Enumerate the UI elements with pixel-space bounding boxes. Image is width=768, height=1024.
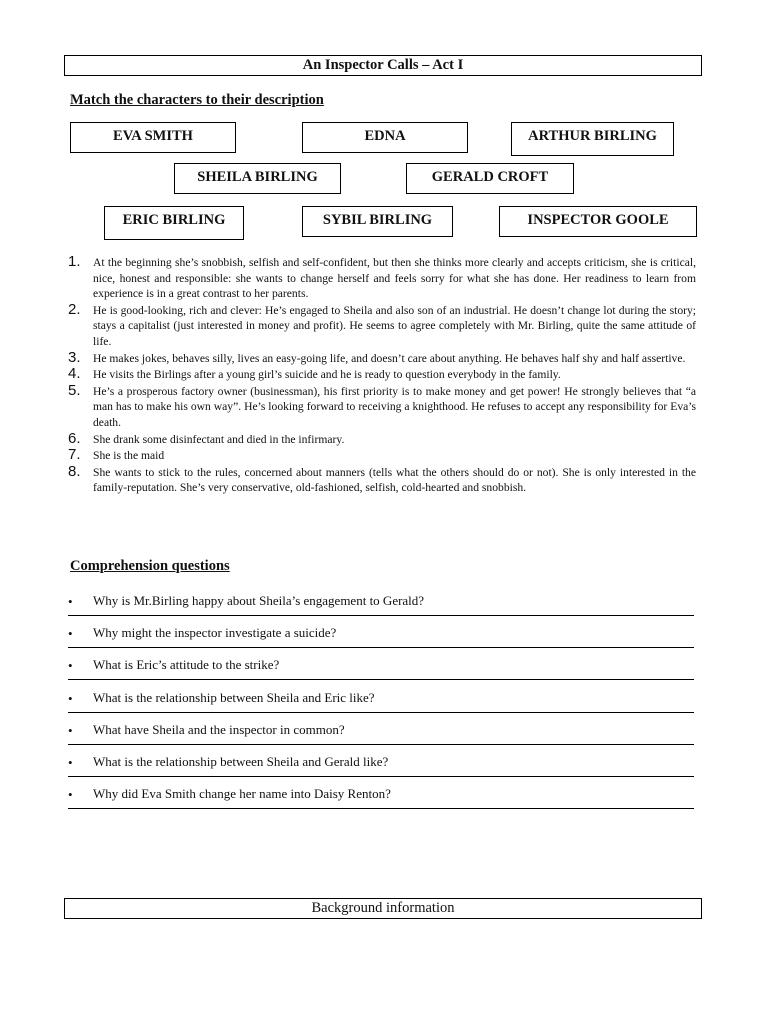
- question-text: Why is Mr.Birling happy about Sheila’s engagement to Gerald?: [93, 593, 425, 608]
- description-item: [68, 367, 696, 383]
- description-item: [68, 255, 696, 302]
- question-item: [68, 655, 694, 687]
- description-text: He visits the Birlings after a young girl’s suicide and he is ready to question everybody in the family.: [93, 368, 561, 382]
- bullet: •: [68, 755, 73, 770]
- description-text: At the beginning she’s snobbish, selfish and self-confident, but then she thinks more clearly and accepts criticism, she is critical, nice, honest and responsible: she wants to change herself and feels sorry for what she has done. Her readiness to learn from experience is in a great contrast to her parents.: [93, 256, 696, 301]
- item-number: 3.: [68, 348, 81, 366]
- item-number: 7.: [68, 446, 81, 464]
- question-text: What is the relationship between Sheila and Gerald like?: [93, 754, 389, 769]
- character-box-arthur-birling: ARTHUR BIRLING: [511, 122, 674, 156]
- description-item: [68, 300, 696, 350]
- question-item: [68, 591, 694, 623]
- description-text: He is good-looking, rich and clever: He’s engaged to Sheila and also son of an industrial. He doesn’t change lot during the story; stays a capitalist (just interested in money and profit). He seems to agree completely with Mr. Birling, quite the same attitude of life.: [93, 303, 696, 348]
- bullet: •: [68, 594, 73, 609]
- question-item: [68, 623, 694, 655]
- description-list: [68, 255, 696, 497]
- question-text: What have Sheila and the inspector in common?: [93, 722, 345, 737]
- comprehension-heading: Comprehension questions: [70, 558, 230, 574]
- question-text: What is Eric’s attitude to the strike?: [93, 657, 280, 672]
- question-item: [68, 720, 694, 752]
- item-number: 2.: [68, 300, 81, 318]
- character-box-edna: EDNA: [302, 122, 468, 153]
- answer-line[interactable]: [68, 744, 694, 745]
- description-text: He makes jokes, behaves silly, lives an easy-going life, and doesn’t care about anything. He behaves half shy and half assertive.: [93, 351, 686, 365]
- answer-line[interactable]: [68, 776, 694, 777]
- question-item: [68, 784, 694, 816]
- bullet: •: [68, 691, 73, 706]
- bullet: •: [68, 658, 73, 673]
- question-text: What is the relationship between Sheila and Eric like?: [93, 690, 375, 705]
- character-box-gerald-croft: GERALD CROFT: [406, 163, 574, 194]
- description-text: She wants to stick to the rules, concerned about manners (tells what the others should do or not). She is only interested in the family-reputation. She’s very conservative, old-fashioned, selfish, cold-hearted and snobbish.: [93, 465, 696, 495]
- description-item: [68, 462, 696, 496]
- question-text: Why might the inspector investigate a suicide?: [93, 625, 337, 640]
- description-text: She is the maid: [93, 449, 165, 463]
- character-box-eric-birling: ERIC BIRLING: [104, 206, 244, 240]
- answer-line[interactable]: [68, 712, 694, 713]
- question-text: Why did Eva Smith change her name into Daisy Renton?: [93, 786, 391, 801]
- question-item: [68, 752, 694, 784]
- background-heading: Background information: [64, 898, 702, 919]
- item-number: 8.: [68, 462, 81, 480]
- bullet: •: [68, 787, 73, 802]
- description-item: [68, 348, 696, 367]
- match-heading: Match the characters to their description: [70, 92, 324, 108]
- description-text: She drank some disinfectant and died in the infirmary.: [93, 432, 345, 446]
- character-box-eva-smith: EVA SMITH: [70, 122, 236, 153]
- answer-line[interactable]: [68, 808, 694, 809]
- description-text: He’s a prosperous factory owner (businessman), his first priority is to make money and get power! He strongly believes that “a man has to make his own way”. He’s looking forward to receiving a knighthood. He refuses to accept any responsibility for Eva’s death.: [93, 384, 696, 429]
- description-item: [68, 448, 696, 464]
- character-box-inspector-goole: INSPECTOR GOOLE: [499, 206, 697, 237]
- description-item: [68, 381, 696, 431]
- bullet: •: [68, 626, 73, 641]
- character-box-sheila-birling: SHEILA BIRLING: [174, 163, 341, 194]
- description-item: [68, 429, 696, 448]
- character-box-sybil-birling: SYBIL BIRLING: [302, 206, 453, 237]
- item-number: 1.: [68, 253, 81, 270]
- page-title: An Inspector Calls – Act I: [64, 55, 702, 76]
- question-item: [68, 688, 694, 720]
- item-number: 6.: [68, 429, 81, 447]
- item-number: 4.: [68, 365, 81, 383]
- answer-line[interactable]: [68, 615, 694, 616]
- answer-line[interactable]: [68, 679, 694, 680]
- item-number: 5.: [68, 381, 81, 399]
- answer-line[interactable]: [68, 647, 694, 648]
- bullet: •: [68, 723, 73, 738]
